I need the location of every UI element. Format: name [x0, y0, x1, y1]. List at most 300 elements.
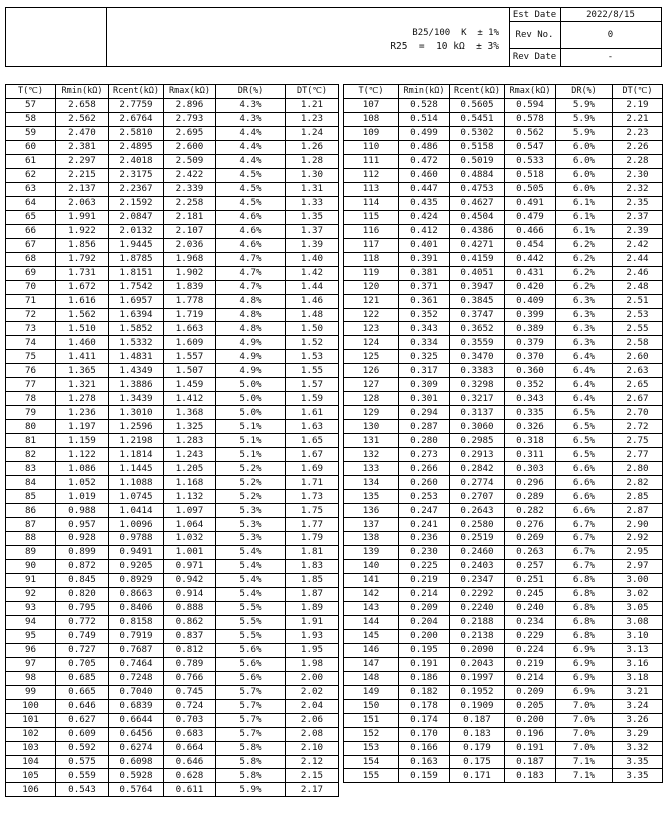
table-row	[6, 350, 339, 364]
spec-r25-value: R25 = 10 kΩ ± 3%	[390, 41, 499, 52]
cell-rmax: 0.296	[505, 476, 556, 490]
cell-rcent: 0.4386	[450, 224, 505, 238]
table-row	[6, 378, 339, 392]
cell-rmin: 0.665	[56, 685, 109, 699]
cell-temp: 153	[344, 741, 399, 755]
cell-dr: 6.5%	[556, 420, 613, 434]
cell-dr: 7.0%	[556, 699, 613, 713]
cell-rmax: 0.200	[505, 713, 556, 727]
cell-rcent: 0.4884	[450, 168, 505, 182]
cell-dt: 1.65	[286, 434, 339, 448]
cell-dr: 5.9%	[216, 783, 286, 797]
cell-rmin: 0.159	[399, 769, 450, 783]
cell-rcent: 0.6274	[109, 741, 164, 755]
cell-dt: 2.35	[613, 196, 663, 210]
cell-rmax: 0.234	[505, 615, 556, 629]
cell-rcent: 1.5332	[109, 336, 164, 350]
cell-rmax: 1.001	[164, 545, 216, 559]
cell-rcent: 0.4271	[450, 238, 505, 252]
cell-dr: 6.8%	[556, 629, 613, 643]
table-row	[344, 657, 663, 671]
cell-rmin: 0.749	[56, 629, 109, 643]
cell-dr: 6.7%	[556, 518, 613, 532]
table-row	[6, 182, 339, 196]
table-row	[6, 685, 339, 699]
est-date-label: Est Date	[509, 8, 561, 21]
cell-dt: 2.10	[286, 741, 339, 755]
cell-rmax: 0.533	[505, 154, 556, 168]
cell-rmin: 0.236	[399, 532, 450, 546]
table-body	[6, 98, 339, 796]
cell-temp: 69	[6, 266, 56, 280]
cell-dr: 4.8%	[216, 294, 286, 308]
cell-dt: 2.46	[613, 266, 663, 280]
table-row	[344, 294, 663, 308]
cell-rmax: 0.466	[505, 224, 556, 238]
cell-dr: 4.8%	[216, 322, 286, 336]
cell-rcent: 1.8785	[109, 252, 164, 266]
column-header-dt: DT(℃)	[286, 85, 339, 99]
cell-dt: 1.53	[286, 350, 339, 364]
cell-temp: 90	[6, 559, 56, 573]
cell-temp: 60	[6, 140, 56, 154]
cell-rmin: 0.301	[399, 392, 450, 406]
cell-rmax: 2.600	[164, 140, 216, 154]
cell-rcent: 0.2707	[450, 490, 505, 504]
cell-dr: 4.4%	[216, 140, 286, 154]
cell-rmax: 1.368	[164, 406, 216, 420]
cell-rmin: 1.278	[56, 392, 109, 406]
cell-dt: 1.33	[286, 196, 339, 210]
cell-temp: 63	[6, 182, 56, 196]
table-header-row	[344, 85, 663, 99]
cell-rmax: 0.611	[164, 783, 216, 797]
cell-rmax: 0.409	[505, 294, 556, 308]
table-row	[6, 112, 339, 126]
cell-rmin: 0.381	[399, 266, 450, 280]
cell-rcent: 0.2188	[450, 615, 505, 629]
cell-temp: 146	[344, 643, 399, 657]
cell-temp: 135	[344, 490, 399, 504]
cell-rmax: 0.335	[505, 406, 556, 420]
cell-temp: 103	[6, 741, 56, 755]
cell-rmax: 0.276	[505, 518, 556, 532]
cell-dt: 2.21	[613, 112, 663, 126]
cell-rmax: 0.205	[505, 699, 556, 713]
table-row	[6, 490, 339, 504]
cell-rmin: 0.334	[399, 336, 450, 350]
cell-dt: 1.75	[286, 504, 339, 518]
cell-temp: 87	[6, 518, 56, 532]
cell-rmax: 1.902	[164, 266, 216, 280]
cell-dt: 2.55	[613, 322, 663, 336]
cell-temp: 151	[344, 713, 399, 727]
cell-dr: 6.0%	[556, 140, 613, 154]
cell-dt: 2.32	[613, 182, 663, 196]
cell-temp: 64	[6, 196, 56, 210]
cell-rmin: 0.472	[399, 154, 450, 168]
cell-dt: 2.06	[286, 713, 339, 727]
cell-rmax: 0.724	[164, 699, 216, 713]
cell-rcent: 0.7687	[109, 643, 164, 657]
cell-dr: 6.5%	[556, 434, 613, 448]
table-row	[6, 322, 339, 336]
cell-dt: 2.77	[613, 448, 663, 462]
table-row	[6, 434, 339, 448]
cell-dt: 1.52	[286, 336, 339, 350]
cell-rcent: 1.7542	[109, 280, 164, 294]
cell-rcent: 0.2913	[450, 448, 505, 462]
cell-rmin: 0.412	[399, 224, 450, 238]
cell-dr: 5.5%	[216, 601, 286, 615]
cell-dr: 4.9%	[216, 364, 286, 378]
table-row	[6, 406, 339, 420]
table-row	[344, 504, 663, 518]
cell-rmax: 0.399	[505, 308, 556, 322]
cell-rmin: 0.186	[399, 671, 450, 685]
cell-rmin: 1.922	[56, 224, 109, 238]
cell-rmax: 2.422	[164, 168, 216, 182]
table-row	[6, 545, 339, 559]
column-header-rmin: Rmin(kΩ)	[399, 85, 450, 99]
cell-dt: 1.46	[286, 294, 339, 308]
cell-rmax: 0.352	[505, 378, 556, 392]
column-header-rmin: Rmin(kΩ)	[56, 85, 109, 99]
table-row	[6, 294, 339, 308]
cell-rmin: 0.627	[56, 713, 109, 727]
cell-rmin: 0.170	[399, 727, 450, 741]
cell-rcent: 0.7040	[109, 685, 164, 699]
cell-rmax: 0.664	[164, 741, 216, 755]
cell-rmax: 1.507	[164, 364, 216, 378]
cell-rcent: 0.4627	[450, 196, 505, 210]
cell-rmax: 0.578	[505, 112, 556, 126]
cell-dr: 6.9%	[556, 671, 613, 685]
cell-dt: 3.02	[613, 587, 663, 601]
cell-rmin: 0.266	[399, 462, 450, 476]
cell-temp: 89	[6, 545, 56, 559]
cell-dr: 6.6%	[556, 476, 613, 490]
cell-rmin: 0.646	[56, 699, 109, 713]
cell-dr: 6.5%	[556, 406, 613, 420]
cell-rcent: 0.9788	[109, 532, 164, 546]
cell-temp: 77	[6, 378, 56, 392]
cell-rmax: 2.793	[164, 112, 216, 126]
cell-dt: 1.63	[286, 420, 339, 434]
cell-rcent: 2.0132	[109, 224, 164, 238]
cell-rcent: 0.175	[450, 755, 505, 769]
table-row	[344, 741, 663, 755]
rev-date-label: Rev Date	[509, 48, 561, 66]
cell-dr: 6.9%	[556, 643, 613, 657]
table-row	[344, 448, 663, 462]
table-row	[344, 98, 663, 112]
cell-dr: 7.1%	[556, 769, 613, 783]
cell-rmin: 0.214	[399, 587, 450, 601]
cell-dt: 1.26	[286, 140, 339, 154]
cell-dt: 2.12	[286, 755, 339, 769]
table-row	[6, 573, 339, 587]
cell-dr: 5.9%	[556, 126, 613, 140]
table-row	[344, 559, 663, 573]
cell-dt: 1.24	[286, 126, 339, 140]
cell-temp: 155	[344, 769, 399, 783]
cell-temp: 76	[6, 364, 56, 378]
cell-dr: 6.3%	[556, 294, 613, 308]
cell-rcent: 0.5019	[450, 154, 505, 168]
cell-dt: 2.85	[613, 490, 663, 504]
cell-temp: 134	[344, 476, 399, 490]
cell-temp: 131	[344, 434, 399, 448]
revision-info	[509, 8, 661, 66]
cell-temp: 68	[6, 252, 56, 266]
cell-rmin: 0.280	[399, 434, 450, 448]
cell-rmax: 0.224	[505, 643, 556, 657]
cell-dr: 6.1%	[556, 224, 613, 238]
cell-temp: 94	[6, 615, 56, 629]
table-row	[344, 615, 663, 629]
cell-dr: 5.4%	[216, 573, 286, 587]
cell-rcent: 0.2043	[450, 657, 505, 671]
cell-rmax: 2.107	[164, 224, 216, 238]
rev-no-label: Rev No.	[509, 21, 561, 48]
cell-dr: 6.3%	[556, 336, 613, 350]
cell-rmin: 0.325	[399, 350, 450, 364]
cell-temp: 91	[6, 573, 56, 587]
cell-dt: 2.51	[613, 294, 663, 308]
cell-dr: 4.6%	[216, 224, 286, 238]
cell-rmax: 0.505	[505, 182, 556, 196]
cell-rmax: 2.181	[164, 210, 216, 224]
cell-rcent: 0.9205	[109, 559, 164, 573]
rt-table-right	[343, 84, 663, 783]
cell-rcent: 0.2985	[450, 434, 505, 448]
cell-dr: 6.4%	[556, 364, 613, 378]
cell-dt: 1.98	[286, 657, 339, 671]
cell-rmin: 0.287	[399, 420, 450, 434]
cell-rmax: 0.303	[505, 462, 556, 476]
cell-rmax: 0.789	[164, 657, 216, 671]
cell-dt: 2.26	[613, 140, 663, 154]
cell-temp: 129	[344, 406, 399, 420]
cell-rcent: 0.4051	[450, 266, 505, 280]
table-row	[6, 126, 339, 140]
cell-rmin: 0.559	[56, 769, 109, 783]
cell-rcent: 0.1909	[450, 699, 505, 713]
table-row	[6, 755, 339, 769]
cell-rcent: 0.5928	[109, 769, 164, 783]
cell-dt: 2.42	[613, 238, 663, 252]
cell-rmax: 0.914	[164, 587, 216, 601]
cell-rcent: 0.2519	[450, 532, 505, 546]
table-row	[6, 615, 339, 629]
cell-dt: 1.81	[286, 545, 339, 559]
cell-dr: 6.1%	[556, 210, 613, 224]
cell-rmax: 1.459	[164, 378, 216, 392]
cell-rmin: 1.321	[56, 378, 109, 392]
table-row	[6, 727, 339, 741]
cell-rmin: 1.616	[56, 294, 109, 308]
cell-dr: 5.4%	[216, 559, 286, 573]
cell-dr: 6.4%	[556, 378, 613, 392]
cell-rmin: 1.792	[56, 252, 109, 266]
cell-rcent: 1.5852	[109, 322, 164, 336]
est-date-row	[509, 8, 661, 22]
est-date-value: 2022/8/15	[586, 9, 635, 20]
cell-rmin: 0.820	[56, 587, 109, 601]
cell-rcent: 0.7248	[109, 671, 164, 685]
cell-rmax: 1.609	[164, 336, 216, 350]
table-row	[344, 420, 663, 434]
cell-dt: 2.28	[613, 154, 663, 168]
cell-rmin: 0.447	[399, 182, 450, 196]
cell-temp: 109	[344, 126, 399, 140]
cell-dr: 6.8%	[556, 587, 613, 601]
table-row	[6, 671, 339, 685]
cell-dt: 2.75	[613, 434, 663, 448]
table-row	[6, 741, 339, 755]
cell-temp: 144	[344, 615, 399, 629]
cell-rcent: 0.8929	[109, 573, 164, 587]
cell-dt: 1.48	[286, 308, 339, 322]
cell-dt: 2.44	[613, 252, 663, 266]
table-row	[344, 266, 663, 280]
cell-rmin: 2.137	[56, 182, 109, 196]
cell-dt: 2.67	[613, 392, 663, 406]
cell-rmin: 0.772	[56, 615, 109, 629]
cell-rmax: 0.389	[505, 322, 556, 336]
cell-dt: 1.61	[286, 406, 339, 420]
cell-rmax: 0.311	[505, 448, 556, 462]
cell-temp: 113	[344, 182, 399, 196]
table-row	[6, 476, 339, 490]
cell-dr: 5.2%	[216, 462, 286, 476]
table-row	[344, 238, 663, 252]
cell-dt: 2.37	[613, 210, 663, 224]
cell-dt: 3.00	[613, 573, 663, 587]
cell-rmin: 0.988	[56, 504, 109, 518]
cell-rmin: 0.727	[56, 643, 109, 657]
table-row	[6, 238, 339, 252]
cell-temp: 111	[344, 154, 399, 168]
cell-dt: 3.35	[613, 755, 663, 769]
cell-rcent: 2.7759	[109, 98, 164, 112]
cell-dt: 2.19	[613, 98, 663, 112]
table-row	[344, 685, 663, 699]
cell-temp: 102	[6, 727, 56, 741]
cell-dr: 5.3%	[216, 518, 286, 532]
cell-dt: 2.53	[613, 308, 663, 322]
table-row	[344, 140, 663, 154]
cell-dr: 4.5%	[216, 182, 286, 196]
cell-dr: 5.9%	[556, 98, 613, 112]
cell-rmin: 0.204	[399, 615, 450, 629]
cell-rcent: 0.2842	[450, 462, 505, 476]
cell-temp: 97	[6, 657, 56, 671]
cell-rmin: 0.685	[56, 671, 109, 685]
cell-rmin: 0.247	[399, 504, 450, 518]
cell-rmax: 1.325	[164, 420, 216, 434]
cell-rcent: 1.2596	[109, 420, 164, 434]
cell-dr: 5.1%	[216, 420, 286, 434]
cell-rmin: 0.200	[399, 629, 450, 643]
cell-dt: 3.24	[613, 699, 663, 713]
cell-rcent: 1.3886	[109, 378, 164, 392]
cell-rcent: 0.2774	[450, 476, 505, 490]
cell-rmin: 0.294	[399, 406, 450, 420]
cell-rmax: 0.282	[505, 504, 556, 518]
cell-dt: 1.28	[286, 154, 339, 168]
spec-cell	[106, 8, 510, 66]
cell-rmin: 1.856	[56, 238, 109, 252]
cell-rmax: 0.518	[505, 168, 556, 182]
cell-rmin: 0.309	[399, 378, 450, 392]
rev-date-value: -	[607, 52, 614, 62]
cell-dt: 2.17	[286, 783, 339, 797]
cell-rcent: 0.7464	[109, 657, 164, 671]
cell-dt: 3.29	[613, 727, 663, 741]
cell-rmin: 0.705	[56, 657, 109, 671]
spec-b-value: B25/100 K ± 1%	[412, 28, 499, 38]
cell-temp: 149	[344, 685, 399, 699]
cell-rmax: 2.258	[164, 196, 216, 210]
cell-rcent: 1.1814	[109, 448, 164, 462]
cell-temp: 59	[6, 126, 56, 140]
cell-rcent: 0.1952	[450, 685, 505, 699]
cell-dr: 5.1%	[216, 448, 286, 462]
cell-rcent: 0.187	[450, 713, 505, 727]
cell-temp: 58	[6, 112, 56, 126]
cell-dr: 5.1%	[216, 434, 286, 448]
table-row	[344, 769, 663, 783]
cell-rmax: 0.229	[505, 629, 556, 643]
cell-rcent: 0.2138	[450, 629, 505, 643]
cell-temp: 108	[344, 112, 399, 126]
cell-dr: 4.9%	[216, 350, 286, 364]
cell-temp: 95	[6, 629, 56, 643]
column-header-temp: T(℃)	[6, 85, 56, 99]
cell-rmin: 1.197	[56, 420, 109, 434]
table-row	[344, 350, 663, 364]
cell-dr: 5.2%	[216, 490, 286, 504]
cell-rcent: 0.183	[450, 727, 505, 741]
cell-rmax: 0.219	[505, 657, 556, 671]
cell-dt: 2.80	[613, 462, 663, 476]
cell-rmin: 0.609	[56, 727, 109, 741]
table-row	[344, 462, 663, 476]
cell-temp: 82	[6, 448, 56, 462]
table-row	[344, 154, 663, 168]
cell-dt: 2.02	[286, 685, 339, 699]
table-row	[6, 559, 339, 573]
cell-temp: 85	[6, 490, 56, 504]
cell-dt: 2.92	[613, 532, 663, 546]
cell-rmax: 1.032	[164, 532, 216, 546]
cell-rmax: 0.942	[164, 573, 216, 587]
cell-rmin: 1.236	[56, 406, 109, 420]
cell-dr: 6.8%	[556, 615, 613, 629]
cell-rmin: 0.543	[56, 783, 109, 797]
cell-rmin: 0.371	[399, 280, 450, 294]
cell-rmax: 1.097	[164, 504, 216, 518]
cell-rmin: 0.253	[399, 490, 450, 504]
cell-temp: 79	[6, 406, 56, 420]
cell-temp: 121	[344, 294, 399, 308]
cell-temp: 107	[344, 98, 399, 112]
cell-temp: 122	[344, 308, 399, 322]
cell-rcent: 0.9491	[109, 545, 164, 559]
table-row	[6, 601, 339, 615]
